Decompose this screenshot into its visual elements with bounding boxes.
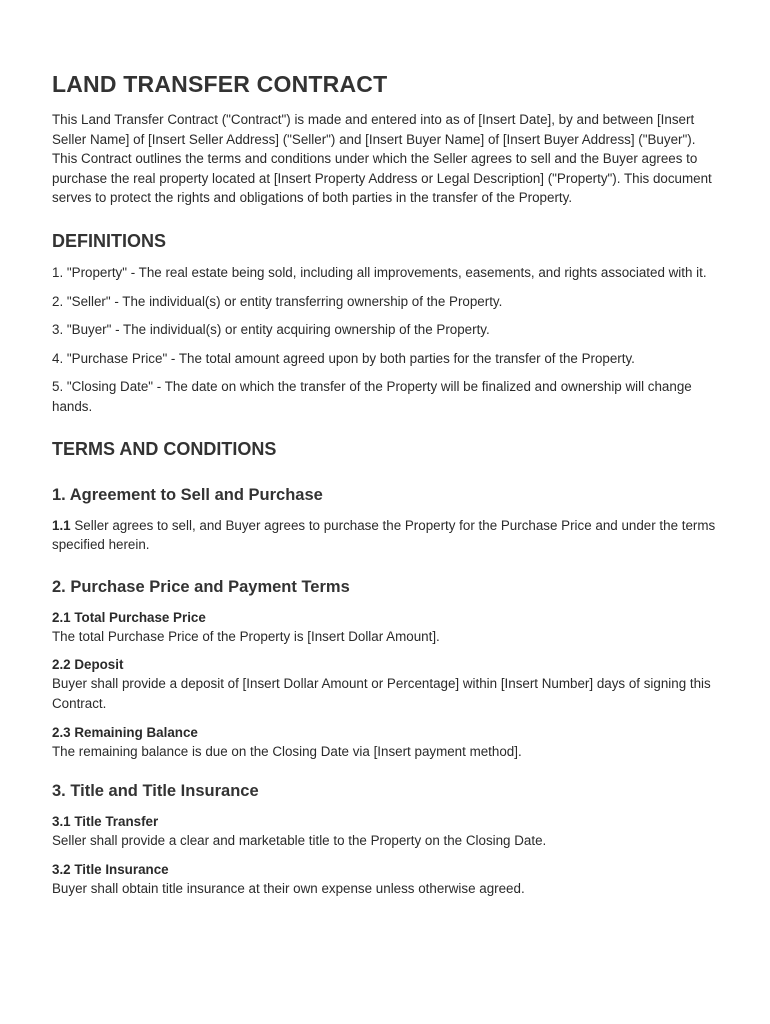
clause-block xyxy=(52,608,720,647)
clause-text: The total Purchase Price of the Property is [Insert Dollar Amount]. xyxy=(52,628,440,644)
definition-item: 4. "Purchase Price" - The total amount agreed upon by both parties for the transfer of the Property. xyxy=(52,350,635,366)
clause-block xyxy=(52,655,720,713)
definition-item: 5. "Closing Date" - The date on which the transfer of the Property will be finalized and ownership will change hands. xyxy=(52,379,692,414)
clause-block xyxy=(52,812,720,851)
clause-1-1 xyxy=(52,516,720,555)
clause-title: 2.1 Total Purchase Price xyxy=(52,609,206,625)
clause-text: Buyer shall obtain title insurance at their own expense unless otherwise agreed. xyxy=(52,880,525,896)
definition-item: 1. "Property" - The real estate being sold, including all improvements, easements, and rights associated with it. xyxy=(52,264,707,280)
clause-number: 1.1 xyxy=(52,517,71,533)
terms-heading: TERMS AND CONDITIONS xyxy=(52,438,277,459)
definition-item: 2. "Seller" - The individual(s) or entity transferring ownership of the Property. xyxy=(52,293,503,309)
section-heading: 3. Title and Title Insurance xyxy=(52,782,259,801)
clause-title: 3.2 Title Insurance xyxy=(52,861,169,877)
definition-item: 3. "Buyer" - The individual(s) or entity acquiring ownership of the Property. xyxy=(52,322,490,338)
definitions-heading: DEFINITIONS xyxy=(52,230,167,251)
terms-section xyxy=(52,438,720,899)
clause-title: 3.1 Title Transfer xyxy=(52,814,159,830)
section-heading: 1. Agreement to Sell and Purchase xyxy=(52,485,323,504)
section-agreement xyxy=(52,485,720,555)
definitions-list xyxy=(52,263,720,417)
section-title-insurance xyxy=(52,781,720,898)
clause-block xyxy=(52,723,720,762)
clause-text: Seller agrees to sell, and Buyer agrees to purchase the Property for the Purchase Price and under the terms specified herein. xyxy=(52,517,716,553)
clause-title: 2.3 Remaining Balance xyxy=(52,724,198,740)
definitions-section xyxy=(52,230,720,417)
clause-text: Buyer shall provide a deposit of [Insert Dollar Amount or Percentage] within [Insert Number] days of signing this Contract. xyxy=(52,676,711,711)
section-purchase-price xyxy=(52,577,720,761)
document-page xyxy=(52,70,720,898)
clause-block xyxy=(52,860,720,899)
clause-text: Seller shall provide a clear and marketable title to the Property on the Closing Date. xyxy=(52,833,547,849)
clause-title: 2.2 Deposit xyxy=(52,657,124,673)
intro-paragraph: This Land Transfer Contract ("Contract") is made and entered into as of [Insert Date], by and between [Insert Seller Name] of [Insert Seller Address] ("Seller") and [Insert Buyer Name] of [Insert Buyer Address] ("Buyer"). This Contract outlines the terms and conditions under which the Seller agrees to sell and the Buyer agrees to purchase the real property located at [Insert Property Address or Legal Description] ("Property"). This document serves to protect the rights and obligations of both parties in the transfer of the Property. xyxy=(52,112,712,206)
clause-text: The remaining balance is due on the Closing Date via [Insert payment method]. xyxy=(52,743,522,759)
section-heading: 2. Purchase Price and Payment Terms xyxy=(52,577,350,596)
document-title: LAND TRANSFER CONTRACT xyxy=(52,71,388,97)
